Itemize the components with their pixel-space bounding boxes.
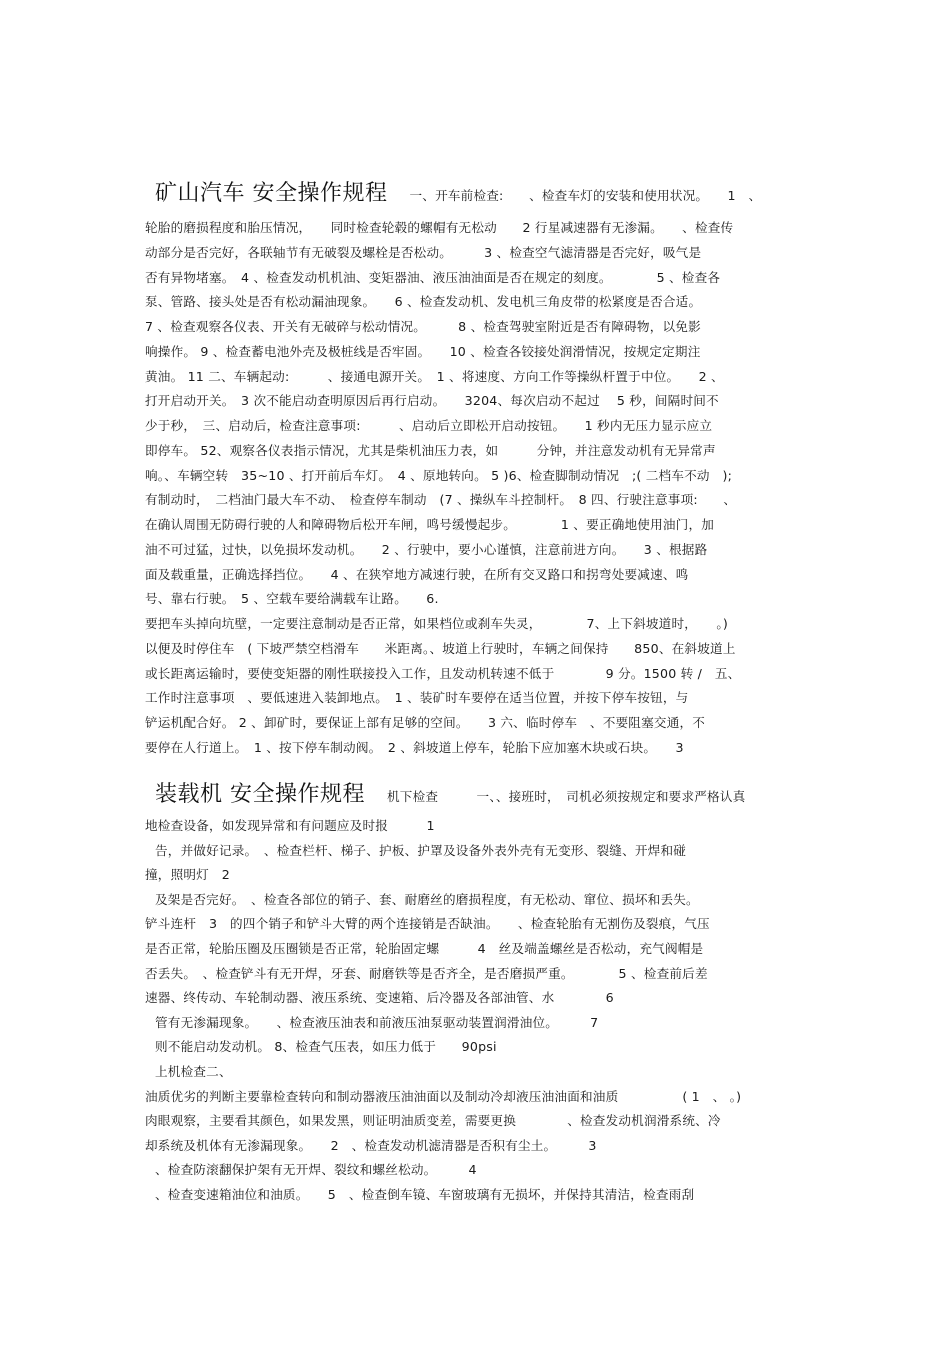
text-line: 告，并做好记录。 、检查栏杆、梯子、护板、护罩及设备外表外壳有无变形、裂缝、开焊和碰 <box>155 842 687 858</box>
text-line: 响操作。 9 、检查蓄电池外壳及极桩线是否牢固。 10 、检查各铰接处润滑情况，按规定定期注 <box>145 343 701 359</box>
text-line: 打开启动开关。 3 次不能启动查明原因后再行启动。 3204、每次启动不起过 5 秒，间隔时间不 <box>145 393 719 409</box>
section-title: 矿山汽车 安全操作规程 <box>155 181 388 206</box>
text-line: 要停在人行道上。 1 、按下停车制动阀。 2 、斜坡道上停车，轮胎下应加塞木块或石块。 3 <box>145 739 684 755</box>
text-line: 以便及时停住车 ( 下坡严禁空档滑车 米距离。、坡道上行驶时，车辆之间保持 850、在斜坡道上 <box>145 640 736 656</box>
text-line: 否有异物堵塞。 4 、检查发动机机油、变矩器油、液压油油面是否在规定的刻度。 5 、检查各 <box>145 269 721 285</box>
text-line: 即停车。 52、观察各仪表指示情况，尤其是柴机油压力表，如 分钟，并注意发动机有无异常声 <box>145 442 716 458</box>
text-line: 或长距离运输时，要使变矩器的刚性联接投入工作，且发动机转速不低于 9 分。1500 转 / 五、 <box>145 665 741 681</box>
text-line: 黄油。 11 二、车辆起动: 、接通电源开关。 1 、将速度、方向工作等操纵杆置于中位。 2 、 <box>145 368 724 384</box>
section-heading <box>155 177 820 211</box>
text-line: 轮胎的磨损程度和胎压情况， 同时检查轮毂的螺帽有无松动 2 行星减速器有无渗漏。 、检查传 <box>145 220 734 235</box>
text-line: 撞，照明灯 2 <box>145 867 230 883</box>
text-line: 有制动时， 二档油门最大车不动、 检查停车制动 (7 、操纵车斗控制杆。 8 四、行驶注意事项: 、 <box>145 492 737 508</box>
section-text: 机下检查 一、、接班时， 司机必须按规定和要求严格认真 <box>387 789 746 804</box>
section-title: 装载机 安全操作规程 <box>155 782 365 807</box>
text-line: 否丢失。 、检查铲斗有无开焊，牙套、耐磨铁等是否齐全，是否磨损严重。 5 、检查前后差 <box>145 965 708 981</box>
text-line: 泵、管路、接头处是否有松动漏油现象。 6 、检查发动机、发电机三角皮带的松紧度是否合适。 <box>145 294 702 310</box>
text-line: 7 、检查观察各仪表、开关有无破碎与松动情况。 8 、检查驾驶室附近是否有障碍物，以免影 <box>145 319 701 334</box>
text-line: 油不可过猛，过快，以免损坏发动机。 2 、行驶中，要小心谨慎，注意前进方向。 3 、根据路 <box>145 541 708 557</box>
text-line: 却系统及机体有无渗漏现象。 2 、检查发动机滤清器是否积有尘土。 3 <box>145 1137 597 1153</box>
text-line: 地检查设备，如发现异常和有问题应及时报 1 <box>145 818 435 833</box>
text-line: 少于秒， 三、启动后，检查注意事项: 、启动后立即松开启动按钮。 1 秒内无压力显示应立 <box>145 418 713 433</box>
section-text: 一、开车前检查: 、检查车灯的安装和使用状况。 1 、 <box>409 188 762 203</box>
text-line: 在确认周围无防碍行驶的人和障碍物后松开车闸，鸣号缓慢起步。 1 、要正确地使用油门，加 <box>145 517 715 532</box>
text-line: 号、靠右行驶。 5 、空载车要给满载车让路。 6. <box>145 591 439 607</box>
text-line: 、检查变速箱油位和油质。 5 、检查倒车镜、车窗玻璃有无损坏，并保持其清洁，检查雨刮 <box>155 1187 695 1202</box>
text-line: 响。、车辆空转 35~10 、打开前后车灯。 4 、原地转向。 5 )6、检查脚制动情况 ;( 二档车不动 ); <box>145 467 733 483</box>
text-line: 及架是否完好。 、检查各部位的销子、套、耐磨丝的磨损程度，有无松动、窜位、损坏和丢失。 <box>155 891 699 907</box>
text-line: 动部分是否完好，各联轴节有无破裂及螺栓是否松动。 3 、检查空气滤清器是否完好，吸气是 <box>145 244 702 260</box>
text-line: 要把车头掉向坑壁，一定要注意制动是否正常，如果档位或刹车失灵， 7、上下斜坡道时， 。) <box>145 616 728 631</box>
text-line: 面及载重量，正确选择挡位。 4 、在狭窄地方减速行驶，在所有交叉路口和拐弯处要减速、鸣 <box>145 566 689 582</box>
text-line: 铲运机配合好。 2 、卸矿时，要保证上部有足够的空间。 3 六、临时停车 、不要阻塞交通，不 <box>145 715 706 730</box>
section-heading <box>155 778 820 812</box>
text-line: 工作时注意事项 、要低速进入装卸地点。 1 、装矿时车要停在适当位置，并按下停车按钮，与 <box>145 690 689 706</box>
text-line: 铲斗连杆 3 的四个销子和铲斗大臂的两个连接销是否缺油。 、检查轮胎有无割伤及裂痕，气压 <box>145 916 710 932</box>
text-line: 是否正常，轮胎压圈及压圈锁是否正常，轮胎固定螺 4 丝及端盖螺丝是否松动，充气阀帽是 <box>145 941 704 956</box>
text-line: 、检查防滚翻保护架有无开焊、裂纹和螺丝松动。 4 <box>155 1162 477 1178</box>
text-line: 肉眼观察，主要看其颜色，如果发黑，则证明油质变差，需要更换 、检查发动机润滑系统、冷 <box>145 1113 721 1129</box>
text-line: 管有无渗漏现象。 、检查液压油表和前液压油泵驱动装置润滑油位。 7 <box>155 1014 599 1030</box>
text-line: 则不能启动发动机。 8、检查气压表，如压力低于 90psi <box>155 1039 497 1055</box>
text-line: 上机检查二、 <box>155 1064 232 1079</box>
text-line: 速器、终传动、车轮制动器、液压系统、变速箱、后冷器及各部油管、水 6 <box>145 990 614 1006</box>
text-line: 油质优劣的判断主要靠检查转向和制动器液压油油面以及制动冷却液压油油面和油质 ( 1 、 。) <box>145 1088 742 1104</box>
